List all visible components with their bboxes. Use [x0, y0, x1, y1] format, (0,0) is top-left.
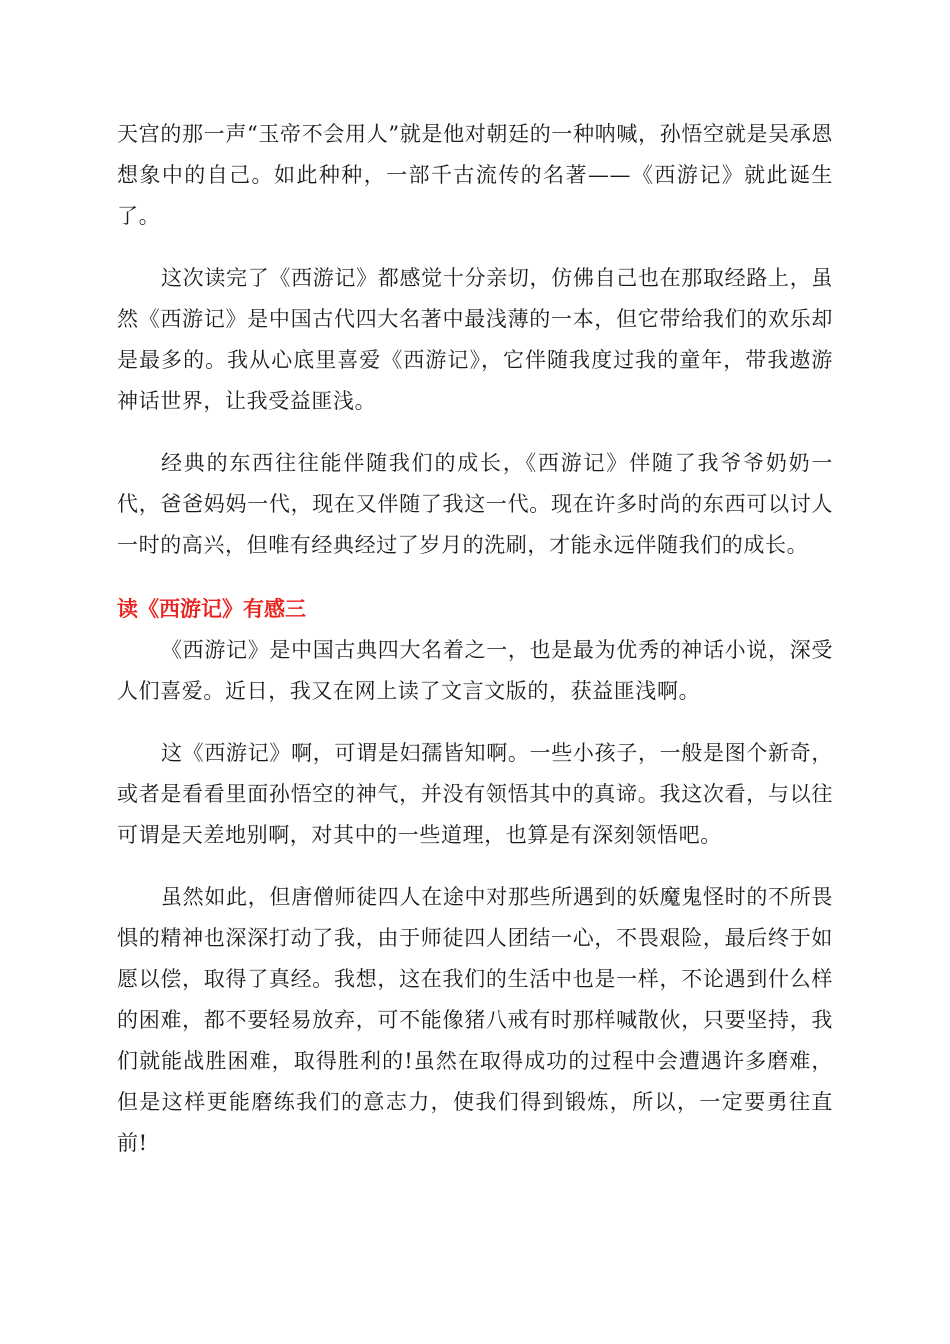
paragraph: 这《西游记》啊，可谓是妇孺皆知啊。一些小孩子，一般是图个新奇，或者是看看里面孙悟空的神气，并没有领悟其中的真谛。我这次看，与以往可谓是天差地别啊，对其中的一些道理，也算是有深刻领悟吧。: [117, 741, 833, 847]
paragraph: 经典的东西往往能伴随我们的成长，《西游记》伴随了我爷爷奶奶一代，爸爸妈妈一代，现在又伴随了我这一代。现在许多时尚的东西可以讨人一时的高兴，但唯有经典经过了岁月的洗刷，才能永远伴随我们的成长。: [117, 451, 833, 557]
section-title: 读《西游记》有感三: [117, 597, 306, 621]
paragraph: 虽然如此，但唐僧师徒四人在途中对那些所遇到的妖魔鬼怪时的不所畏惧的精神也深深打动了我，由于师徒四人团结一心，不畏艰险，最后终于如愿以偿，取得了真经。我想，这在我们的生活中也是一样，不论遇到什么样的困难，都不要轻易放弃，可不能像猪八戒有时那样喊散伙，只要坚持，我们就能战胜困难，取得胜利的!虽然在取得成功的过程中会遭遇许多磨难，但是这样更能磨练我们的意志力，使我们得到锻炼，所以，一定要勇往直前!: [117, 885, 833, 1155]
paragraph: 《西游记》是中国古典四大名着之一，也是最为优秀的神话小说，深受人们喜爱。近日，我又在网上读了文言文版的，获益匪浅啊。: [117, 638, 833, 703]
paragraph: 这次读完了《西游记》都感觉十分亲切，仿佛自己也在那取经路上，虽然《西游记》是中国古代四大名著中最浅薄的一本，但它带给我们的欢乐却是最多的。我从心底里喜爱《西游记》，它伴随我度过我的童年，带我遨游神话世界，让我受益匪浅。: [117, 266, 833, 413]
paragraph-continuation: 天宫的那一声“玉帝不会用人”就是他对朝廷的一种呐喊，孙悟空就是吴承恩想象中的自己。如此种种，一部千古流传的名著——《西游记》就此诞生了。: [117, 122, 833, 228]
document-body: [117, 114, 833, 1164]
